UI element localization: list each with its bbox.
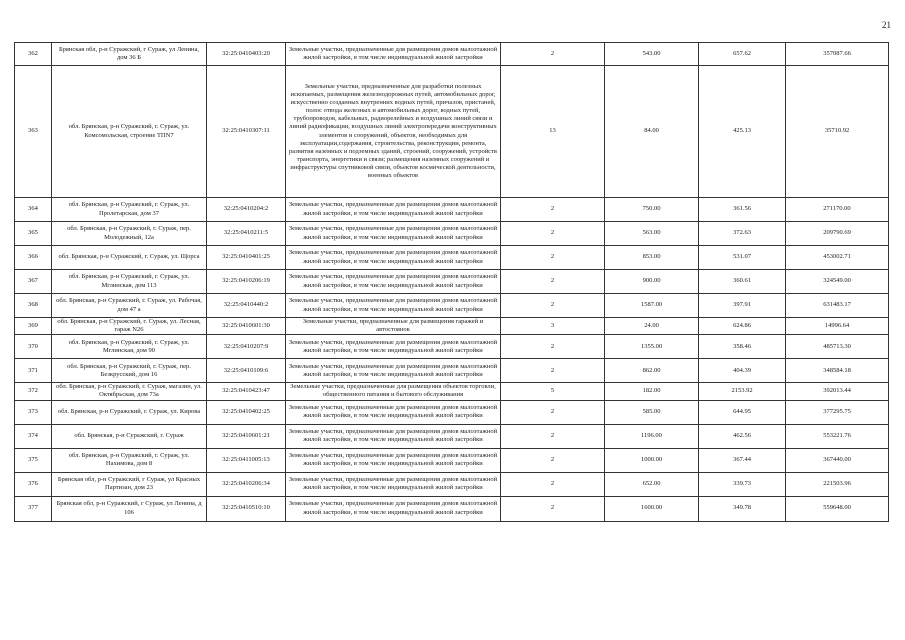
- permitted-use-cell: Земельные участки, предназначенные для размещения домов малоэтажной жилой застройки, в том числе индивидуальной жилой застройки: [286, 359, 501, 383]
- cadastral-number-cell: 32:25:0410403:20: [207, 43, 286, 66]
- group-cell: 2: [501, 335, 605, 359]
- cadastral-number-cell: 32:25:0410207:9: [207, 335, 286, 359]
- permitted-use-cell: Земельные участки, предназначенные для размещения домов малоэтажной жилой застройки, в том числе индивидуальной жилой застройки: [286, 246, 501, 270]
- specific-value-cell: 367.44: [699, 448, 786, 472]
- page-number: 21: [882, 20, 891, 30]
- row-number-cell: 369: [15, 318, 52, 335]
- specific-value-cell: 397.91: [699, 294, 786, 318]
- specific-value-cell: 624.86: [699, 318, 786, 335]
- cadastral-number-cell: 32:25:0410402:25: [207, 400, 286, 424]
- specific-value-cell: 462.56: [699, 424, 786, 448]
- area-cell: 1196.00: [605, 424, 699, 448]
- table-row: [15, 222, 889, 246]
- permitted-use-cell: Земельные участки, предназначенные для размещения гаражей и автостоянок: [286, 318, 501, 335]
- permitted-use-cell: Земельные участки, предназначенные для размещения домов малоэтажной жилой застройки, в том числе индивидуальной жилой застройки: [286, 270, 501, 294]
- area-cell: 750.00: [605, 198, 699, 222]
- specific-value-cell: 425.13: [699, 66, 786, 198]
- cadastral-value-cell: 559648.00: [786, 496, 889, 521]
- group-cell: 2: [501, 400, 605, 424]
- address-cell: обл. Брянская, р-н Суражский, г. Сураж, ул. Комсомольская, строение ТПN7: [52, 66, 207, 198]
- area-cell: 862.00: [605, 359, 699, 383]
- cadastral-number-cell: 32:25:0410601:21: [207, 424, 286, 448]
- address-cell: обл. Брянская, р-н Суражский, г. Сураж, ул. Щорса: [52, 246, 207, 270]
- cadastral-value-cell: 631483.17: [786, 294, 889, 318]
- address-cell: обл. Брянская, р-н Суражский, г. Сураж: [52, 424, 207, 448]
- specific-value-cell: 657.62: [699, 43, 786, 66]
- row-number-cell: 373: [15, 400, 52, 424]
- cadastral-value-cell: 14996.64: [786, 318, 889, 335]
- table-row: [15, 448, 889, 472]
- table-row: [15, 383, 889, 400]
- specific-value-cell: 358.46: [699, 335, 786, 359]
- cadastral-number-cell: 32:25:0411005:13: [207, 448, 286, 472]
- row-number-cell: 377: [15, 496, 52, 521]
- area-cell: 1000.00: [605, 448, 699, 472]
- row-number-cell: 366: [15, 246, 52, 270]
- table-body: [15, 43, 889, 522]
- address-cell: обл. Брянская, р-н Суражский, г. Сураж, ул. Кирова: [52, 400, 207, 424]
- permitted-use-cell: Земельные участки, предназначенные для размещения домов малоэтажной жилой застройки, в том числе индивидуальной жилой застройки: [286, 496, 501, 521]
- address-cell: Брянская обл, р-н Суражский, г Сураж, ул Красных Партизан, дом 23: [52, 472, 207, 496]
- area-cell: 652.00: [605, 472, 699, 496]
- group-cell: 2: [501, 222, 605, 246]
- cadastral-value-cell: 367440.00: [786, 448, 889, 472]
- address-cell: Брянская обл, р-н Суражский, г Сураж, ул Ленина, д 106: [52, 496, 207, 521]
- group-cell: 2: [501, 448, 605, 472]
- group-cell: 2: [501, 496, 605, 521]
- address-cell: обл. Брянская, р-н Суражский, г. Сураж, ул. Рабочая, дом 47 а: [52, 294, 207, 318]
- area-cell: 853.00: [605, 246, 699, 270]
- table-row: [15, 318, 889, 335]
- cadastral-number-cell: 32:25:0410204:2: [207, 198, 286, 222]
- permitted-use-cell: Земельные участки, предназначенные для разработки полезных ископаемых, размещения железнодорожных путей, автомобильных дорог, искусственно созданных внутренних водных путей, причалов, пристаней, полос отвода железных и автомобильных дорог, водных путей, трубопроводов, кабельных, радиорелейных и воздушных линий связи и линий радиофикации, воздушных линий электропередачи конструктивных элементов и сооружений, объектов, необходимых для эксплуатации,содержания, строительства, реконструкции, ремонта, развития наземных и подземных зданий, строений, сооружений, устройств транспорта, энергетики и связи; размещения наземных сооружений и инфраструктуры спутниковой связи, объектов космической деятельности, военных объектов: [286, 66, 501, 198]
- area-cell: 585.00: [605, 400, 699, 424]
- cadastral-value-cell: 221503.96: [786, 472, 889, 496]
- row-number-cell: 363: [15, 66, 52, 198]
- area-cell: 84.00: [605, 66, 699, 198]
- permitted-use-cell: Земельные участки, предназначенные для размещения домов малоэтажной жилой застройки, в том числе индивидуальной жилой застройки: [286, 198, 501, 222]
- cadastral-value-cell: 553221.76: [786, 424, 889, 448]
- group-cell: 2: [501, 424, 605, 448]
- table-row: [15, 246, 889, 270]
- specific-value-cell: 361.56: [699, 198, 786, 222]
- table-row: [15, 335, 889, 359]
- cadastral-number-cell: 32:25:0410440:2: [207, 294, 286, 318]
- cadastral-number-cell: 32:25:0410211:5: [207, 222, 286, 246]
- row-number-cell: 370: [15, 335, 52, 359]
- group-cell: 2: [501, 472, 605, 496]
- table-row: [15, 198, 889, 222]
- specific-value-cell: 339.73: [699, 472, 786, 496]
- cadastral-number-cell: 32:25:0410206:19: [207, 270, 286, 294]
- specific-value-cell: 349.78: [699, 496, 786, 521]
- specific-value-cell: 531.07: [699, 246, 786, 270]
- specific-value-cell: 360.61: [699, 270, 786, 294]
- permitted-use-cell: Земельные участки, предназначенные для размещения домов малоэтажной жилой застройки, в том числе индивидуальной жилой застройки: [286, 472, 501, 496]
- address-cell: обл. Брянская, р-н Суражский, г. Сураж, ул. Лесная, гараж N26: [52, 318, 207, 335]
- row-number-cell: 364: [15, 198, 52, 222]
- table-row: [15, 472, 889, 496]
- table-row: [15, 294, 889, 318]
- address-cell: обл. Брянская, р-н Суражский, г. Сураж, пер. Молодежный, 12а: [52, 222, 207, 246]
- table-row: [15, 496, 889, 521]
- row-number-cell: 367: [15, 270, 52, 294]
- row-number-cell: 376: [15, 472, 52, 496]
- row-number-cell: 371: [15, 359, 52, 383]
- address-cell: Брянская обл, р-н Суражский, г Сураж, ул Ленина, дом 36 Б: [52, 43, 207, 66]
- permitted-use-cell: Земельные участки, предназначенные для размещения домов малоэтажной жилой застройки, в том числе индивидуальной жилой застройки: [286, 43, 501, 66]
- cadastral-number-cell: 32:25:0410109:6: [207, 359, 286, 383]
- row-number-cell: 374: [15, 424, 52, 448]
- cadastral-value-cell: 209790.69: [786, 222, 889, 246]
- row-number-cell: 365: [15, 222, 52, 246]
- permitted-use-cell: Земельные участки, предназначенные для размещения домов малоэтажной жилой застройки, в том числе индивидуальной жилой застройки: [286, 424, 501, 448]
- address-cell: обл. Брянская, р-н Суражский, г. Сураж, ул. Мглинская, дом 113: [52, 270, 207, 294]
- row-number-cell: 368: [15, 294, 52, 318]
- address-cell: обл. Брянская, р-н Суражский, г. Сураж, ул. Мглинская, дом 90: [52, 335, 207, 359]
- permitted-use-cell: Земельные участки, предназначенные для размещения домов малоэтажной жилой застройки, в том числе индивидуальной жилой застройки: [286, 400, 501, 424]
- group-cell: 2: [501, 270, 605, 294]
- group-cell: 13: [501, 66, 605, 198]
- area-cell: 1600.00: [605, 496, 699, 521]
- row-number-cell: 375: [15, 448, 52, 472]
- cadastral-value-cell: 324549.00: [786, 270, 889, 294]
- row-number-cell: 362: [15, 43, 52, 66]
- table-row: [15, 66, 889, 198]
- cadastral-value-cell: 35710.92: [786, 66, 889, 198]
- row-number-cell: 372: [15, 383, 52, 400]
- cadastral-value-cell: 377295.75: [786, 400, 889, 424]
- area-cell: 24.00: [605, 318, 699, 335]
- specific-value-cell: 2153.92: [699, 383, 786, 400]
- cadastral-value-cell: 271170.00: [786, 198, 889, 222]
- table-row: [15, 400, 889, 424]
- group-cell: 5: [501, 383, 605, 400]
- area-cell: 1355.00: [605, 335, 699, 359]
- cadastral-number-cell: 32:25:0410601:30: [207, 318, 286, 335]
- group-cell: 3: [501, 318, 605, 335]
- group-cell: 2: [501, 294, 605, 318]
- cadastral-value-cell: 392013.44: [786, 383, 889, 400]
- area-cell: 182.00: [605, 383, 699, 400]
- permitted-use-cell: Земельные участки, предназначенные для размещения объектов торговли, общественного питания и бытового обслуживания: [286, 383, 501, 400]
- permitted-use-cell: Земельные участки, предназначенные для размещения домов малоэтажной жилой застройки, в том числе индивидуальной жилой застройки: [286, 222, 501, 246]
- permitted-use-cell: Земельные участки, предназначенные для размещения домов малоэтажной жилой застройки, в том числе индивидуальной жилой застройки: [286, 335, 501, 359]
- area-cell: 1587.00: [605, 294, 699, 318]
- cadastral-number-cell: 32:25:0410423:47: [207, 383, 286, 400]
- cadastral-number-cell: 32:25:0410307:11: [207, 66, 286, 198]
- cadastral-number-cell: 32:25:0410510:10: [207, 496, 286, 521]
- address-cell: обл. Брянская, р-н Суражский, г. Сураж, ул. Нахимова, дом 8: [52, 448, 207, 472]
- specific-value-cell: 372.63: [699, 222, 786, 246]
- group-cell: 2: [501, 43, 605, 66]
- area-cell: 563.00: [605, 222, 699, 246]
- specific-value-cell: 644.95: [699, 400, 786, 424]
- permitted-use-cell: Земельные участки, предназначенные для размещения домов малоэтажной жилой застройки, в том числе индивидуальной жилой застройки: [286, 294, 501, 318]
- group-cell: 2: [501, 359, 605, 383]
- address-cell: обл. Брянская, р-н Суражский, г. Сураж, магазин, ул. Октябрьская, дом 73а: [52, 383, 207, 400]
- group-cell: 2: [501, 246, 605, 270]
- table-row: [15, 359, 889, 383]
- cadastral-number-cell: 32:25:0410401:25: [207, 246, 286, 270]
- cadastral-value-cell: 348584.18: [786, 359, 889, 383]
- permitted-use-cell: Земельные участки, предназначенные для размещения домов малоэтажной жилой застройки, в том числе индивидуальной жилой застройки: [286, 448, 501, 472]
- table-row: [15, 424, 889, 448]
- specific-value-cell: 404.39: [699, 359, 786, 383]
- group-cell: 2: [501, 198, 605, 222]
- cadastral-value-cell: 485713.30: [786, 335, 889, 359]
- cadastral-value-cell: 357087.66: [786, 43, 889, 66]
- land-register-table: [14, 42, 889, 522]
- area-cell: 900.00: [605, 270, 699, 294]
- area-cell: 543.00: [605, 43, 699, 66]
- cadastral-value-cell: 453002.71: [786, 246, 889, 270]
- table-row: [15, 43, 889, 66]
- table-row: [15, 270, 889, 294]
- cadastral-number-cell: 32:25:0410206:34: [207, 472, 286, 496]
- address-cell: обл. Брянская, р-н Суражский, г. Сураж, пер. Безкрусский, дом 16: [52, 359, 207, 383]
- address-cell: обл. Брянская, р-н Суражский, г. Сураж, ул. Пролетарская, дом 37: [52, 198, 207, 222]
